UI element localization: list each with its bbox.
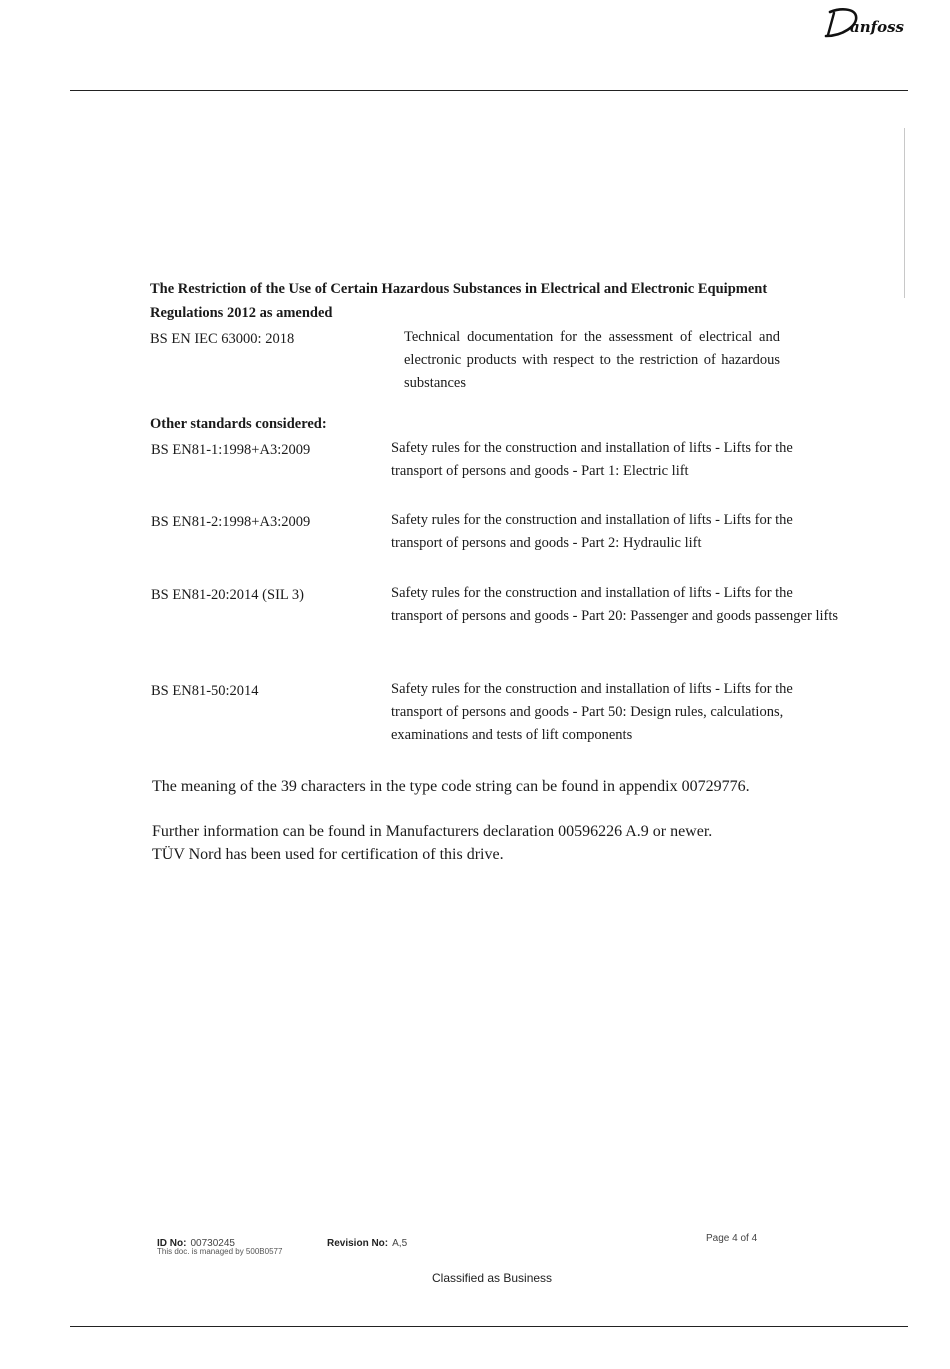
- managed-by: This doc. is managed by 500B0577: [157, 1247, 283, 1256]
- type-code-paragraph: The meaning of the 39 characters in the type code string can be found in appendix 00729776.: [152, 778, 750, 795]
- classification-label: Classified as Business: [432, 1271, 553, 1285]
- tuv-paragraph: TÜV Nord has been used for certification of this drive.: [152, 846, 504, 863]
- standard-description: Safety rules for the construction and installation of lifts - Lifts for the transport of persons and goods - Part 1: Electric lift: [391, 440, 793, 479]
- footer-rule: [70, 1326, 908, 1327]
- standard-code: BS EN81-1:1998+A3:2009: [151, 442, 311, 458]
- revision-label: Revision No:: [327, 1238, 389, 1249]
- svg-text:anfoss: anfoss: [850, 18, 904, 36]
- rohs-heading-line1: The Restriction of the Use of Certain Hazardous Substances in Electrical and Electronic Equipment: [150, 281, 768, 297]
- page-number: Page 4 of 4: [706, 1233, 758, 1244]
- further-info-paragraph: Further information can be found in Manufacturers declaration 00596226 A.9 or newer.: [152, 823, 713, 840]
- standard-description: Safety rules for the construction and installation of lifts - Lifts for the transport of persons and goods - Part 2: Hydraulic lift: [391, 512, 793, 551]
- id-value: 00730245: [190, 1238, 235, 1249]
- standard-code: BS EN81-20:2014 (SIL 3): [151, 587, 304, 603]
- danfoss-logo: [820, 2, 912, 44]
- footer-revision: [327, 1233, 407, 1251]
- rohs-description: Technical documentation for the assessment of electrical and electronic products with respect to the restriction of hazardous substances: [404, 329, 780, 391]
- standard-code: BS EN81-50:2014: [151, 683, 259, 699]
- header-rule: [70, 90, 908, 91]
- standard-description: Safety rules for the construction and installation of lifts - Lifts for the transport of persons and goods - Part 50: Design rules, calculations, examinations and tests of lift components: [391, 681, 793, 743]
- rohs-standard: BS EN IEC 63000: 2018: [150, 331, 295, 347]
- scan-mark: [904, 128, 905, 298]
- standard-description: Safety rules for the construction and installation of lifts - Lifts for the transport of persons and goods - Part 20: Passenger and goods passenger lifts: [391, 585, 839, 624]
- id-label: ID No:: [157, 1238, 187, 1249]
- revision-value: A,5: [392, 1238, 408, 1249]
- rohs-heading-line2: Regulations 2012 as amended: [150, 305, 333, 321]
- other-standards-heading: Other standards considered:: [150, 416, 327, 432]
- standard-code: BS EN81-2:1998+A3:2009: [151, 514, 311, 530]
